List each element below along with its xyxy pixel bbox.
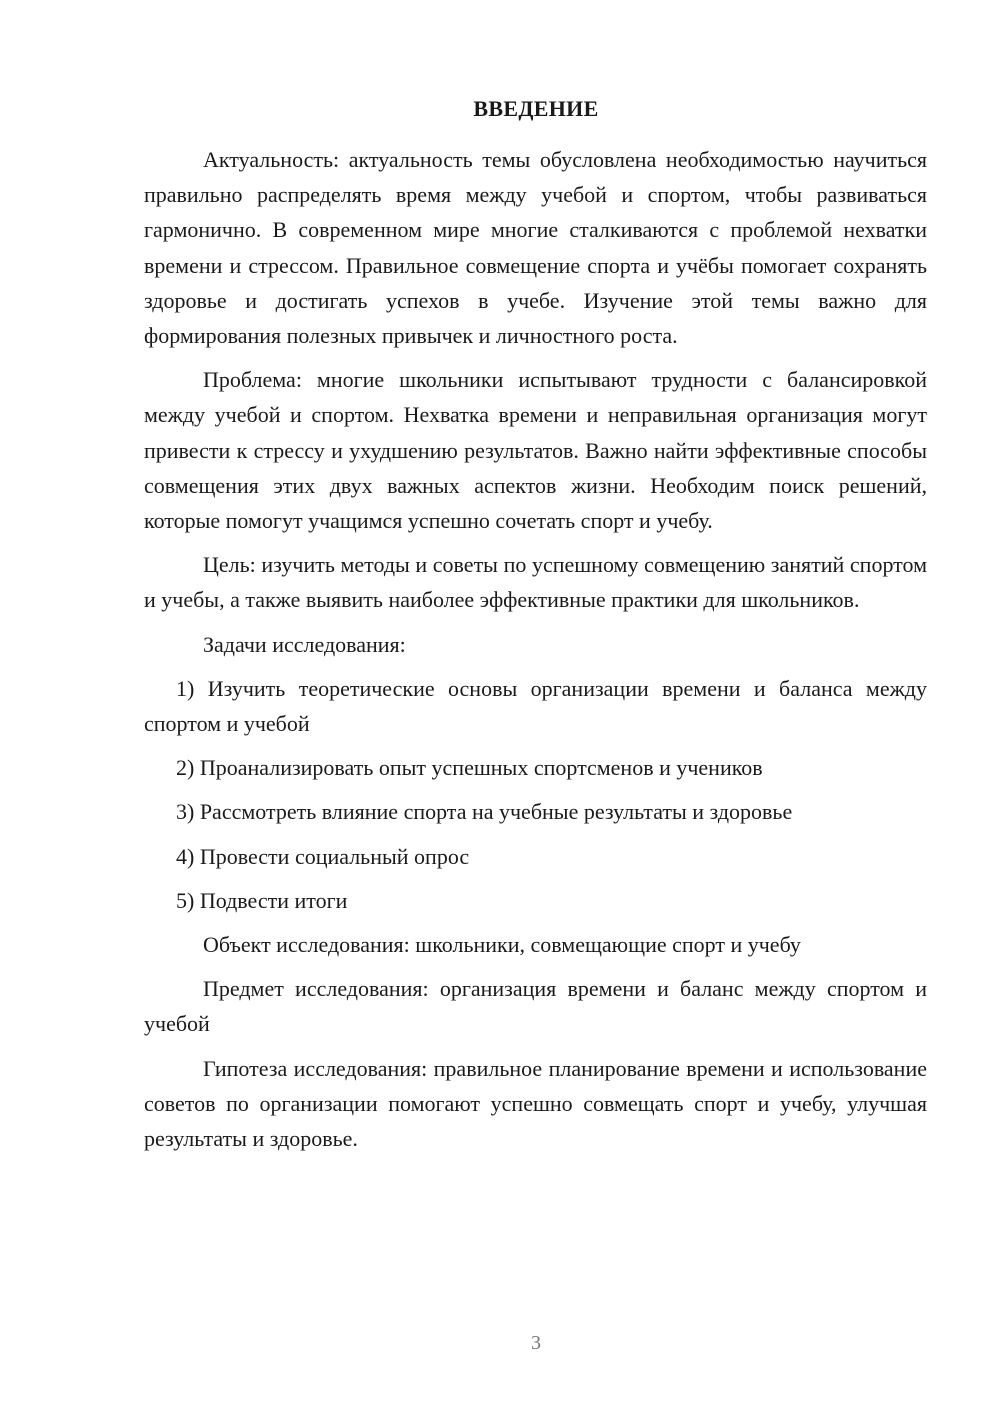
problem-paragraph: Проблема: многие школьники испытывают трудности с балансировкой между учебой и спортом. Нехватка времени и неправильная организация могут привести к стрессу и ухудшению результатов. Важно найти эффективные способы совмещения этих двух важных аспектов жизни. Необходим поиск решений, которые помогут учащимся успешно сочетать спорт и учебу. xyxy=(144,367,927,534)
page-number: 3 xyxy=(531,1332,541,1354)
subject-paragraph: Предмет исследования: организация времени и баланс между спортом и учебой xyxy=(144,976,927,1037)
object-paragraph: Объект исследования: школьники, совмещающие спорт и учебу xyxy=(203,932,801,958)
relevance-paragraph: Актуальность: актуальность темы обусловлена необходимостью научиться правильно распределять время между учебой и спортом, чтобы развиваться гармонично. В современном мире многие сталкиваются с проблемой нехватки времени и стрессом. Правильное совмещение спорта и учёбы помогает сохранять здоровье и достигать успехов в учебе. Изучение этой темы важно для формирования полезных привычек и личностного роста. xyxy=(144,147,927,349)
page-title: ВВЕДЕНИЕ xyxy=(473,96,599,121)
document-body xyxy=(144,142,927,1165)
task-item-1: 1) Изучить теоретические основы организации времени и баланса между спортом и учебой xyxy=(144,675,927,737)
hypothesis-paragraph: Гипотеза исследования: правильное планирование времени и использование советов по организации помогают успешно совмещать спорт и учебу, улучшая результаты и здоровье. xyxy=(144,1055,927,1152)
task-item-4: 4) Провести социальный опрос xyxy=(176,843,470,869)
goal-paragraph: Цель: изучить методы и советы по успешному совмещению занятий спортом и учебы, а также выявить наиболее эффективные практики для школьников. xyxy=(144,552,927,613)
tasks-heading: Задачи исследования: xyxy=(203,631,406,657)
task-item-2: 2) Проанализировать опыт успешных спортсменов и учеников xyxy=(176,755,763,781)
task-item-5: 5) Подвести итоги xyxy=(176,887,348,913)
task-item-3: 3) Рассмотреть влияние спорта на учебные результаты и здоровье xyxy=(176,799,793,825)
